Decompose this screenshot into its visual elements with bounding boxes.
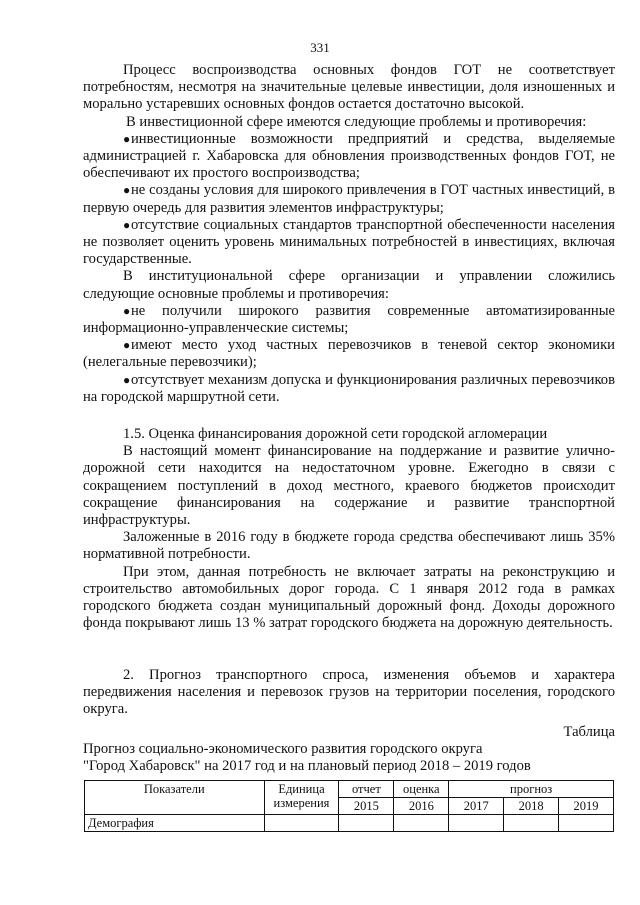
table-cell xyxy=(559,815,614,832)
table-title: "Город Хабаровск" на 2017 год и на плановый период 2018 – 2019 годов xyxy=(83,758,531,775)
table-header-row xyxy=(85,781,614,798)
bullet-item: ●инвестиционные возможности предприятий и средства, выделяемые администрацией г. Хабаровска для обновления производственных фондов ГОТ, не обеспечивают их простого воспроизводства; xyxy=(83,130,615,182)
table-cell xyxy=(264,815,339,832)
table-cell xyxy=(394,815,449,832)
paragraph: При этом, данная потребность не включает затраты на реконструкцию и строительство автомобильных дорог города. С 1 января 2012 года в рамках городского бюджета создан муниципальный дорожный фонд. Доходы дорожного фонда покрывают лишь 13 % затрат городского бюджета на дорожную деятельность. xyxy=(83,563,615,632)
bullet-item: ●отсутствие социальных стандартов транспортной обеспеченности населения не позволяет оценить уровень минимальных потребностей в инвестициях, включая государственные. xyxy=(83,216,615,268)
section-heading: 1.5. Оценка финансирования дорожной сети городской агломерации xyxy=(123,426,548,443)
table-year: 2019 xyxy=(559,798,614,815)
bullet-icon: ● xyxy=(123,131,131,146)
table-year: 2018 xyxy=(504,798,559,815)
table-cell: Демография xyxy=(85,815,265,832)
table-header: Единица измерения xyxy=(264,781,339,815)
table-header: прогноз xyxy=(449,781,614,798)
table-row xyxy=(85,815,614,832)
bullet-item: ●имеют место уход частных перевозчиков в теневой сектор экономики (нелегальные перевозчики); xyxy=(83,337,615,371)
table-cell xyxy=(504,815,559,832)
table-cell xyxy=(339,815,394,832)
section-heading: 2. Прогноз транспортного спроса, изменения объемов и характера передвижения населения и перевозок грузов на территории поселения, городского округа. xyxy=(83,666,615,717)
table-year: 2016 xyxy=(394,798,449,815)
bullet-icon: ● xyxy=(123,217,131,232)
table-header: Показатели xyxy=(85,781,265,815)
table-year: 2015 xyxy=(339,798,394,815)
document-body xyxy=(83,62,615,775)
table-year: 2017 xyxy=(449,798,504,815)
paragraph: Заложенные в 2016 году в бюджете города средства обеспечивают лишь 35% нормативной потребности. xyxy=(83,529,615,563)
paragraph: Процесс воспроизводства основных фондов ГОТ не соответствует потребностям, несмотря на значительные целевые инвестиции, доля изношенных и морально устаревших основных фондов остается достаточно высокой. xyxy=(83,62,615,113)
bullet-item: ●не получили широкого развития современные автоматизированные информационно-управленческие системы; xyxy=(83,302,615,337)
table-cell xyxy=(449,815,504,832)
table-label: Таблица xyxy=(563,724,615,741)
bullet-item: ●не созданы условия для широкого привлечения в ГОТ частных инвестиций, в первую очередь для развития элементов инфраструктуры; xyxy=(83,182,615,216)
table-header: оценка xyxy=(394,781,449,798)
table-title: Прогноз социально-экономического развития городского округа xyxy=(83,741,483,758)
paragraph: В институциональной сфере организации и управлении сложились следующие основные проблемы и противоречия: xyxy=(83,268,615,302)
bullet-icon: ● xyxy=(123,303,131,318)
bullet-item: ●отсутствует механизм допуска и функционирования различных перевозчиков на городской маршрутной сети. xyxy=(83,371,615,405)
bullet-icon: ● xyxy=(123,183,131,198)
page-number: 331 xyxy=(310,40,330,55)
forecast-table xyxy=(84,780,614,832)
bullet-icon: ● xyxy=(123,372,131,387)
paragraph: В инвестиционной сфере имеются следующие проблемы и противоречия: xyxy=(126,113,587,130)
paragraph: В настоящий момент финансирование на поддержание и развитие улично-дорожной сети находится на недостаточном уровне. Ежегодно в связи с сокращением поступлений в доход местного, краевого бюджетов происходит сокращение финансирования на содержание и развитие транспортной инфраструктуры. xyxy=(83,443,615,529)
bullet-icon: ● xyxy=(123,338,131,353)
table-header: отчет xyxy=(339,781,394,798)
